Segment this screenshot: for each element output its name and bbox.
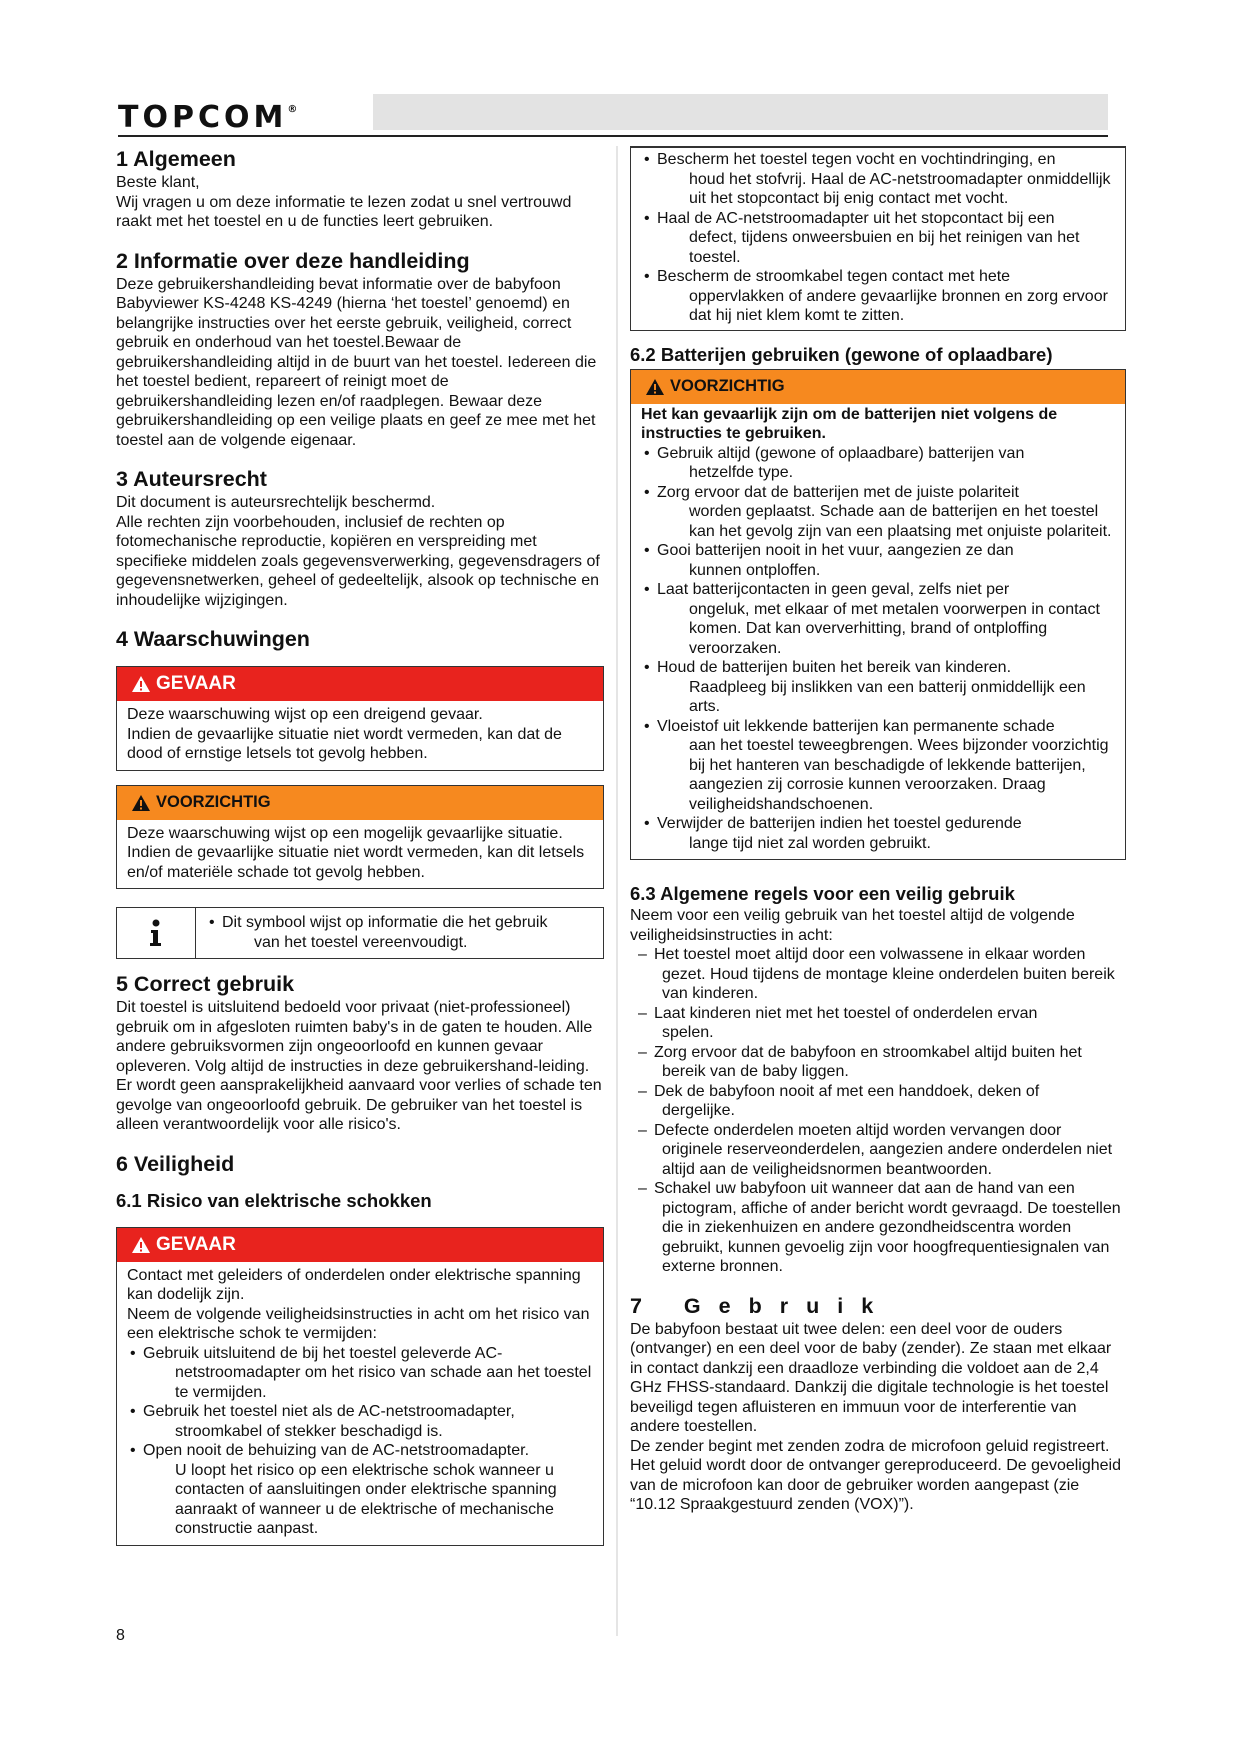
list-item: – Schakel uw babyfoon uit wanneer dat aan de hand van een pictogram, affiche of ander bericht wordt gevraagd. De toestellen die in ziekenhuizen en andere gezondheidscentra worden gebruikt, kunnen gevoelig zijn voor hoogfrequentiesignalen van externe bronnen.	[630, 1179, 1126, 1277]
warning-triangle-icon	[131, 675, 151, 693]
section-batterijen	[630, 343, 1126, 861]
warning-triangle-icon	[131, 1236, 151, 1254]
section-title: 1 Algemeen	[116, 147, 236, 171]
section-waarschuwingen	[116, 626, 604, 959]
subsection-title: 6.2 Batterijen gebruiken (gewone of oplaadbare)	[630, 343, 1053, 365]
paragraph: Dit toestel is uitsluitend bedoeld voor privaat (niet-professioneel) gebruik om in afgesloten ruimten baby's in de gaten te houden. Alle andere gebruiksvormen zijn ongeoorloofd en kunnen gevaar opleveren. Volg altijd de instructies in deze gebruikershand-leiding. Er wordt geen aansprakelijkheid aanvaard voor verlies of schade ten gevolge van ongeoorloofd gebruik. De gebruiker van het toestel is alleen verantwoordelijk voor alle risico's.	[116, 999, 602, 1133]
bullet-list	[641, 444, 1115, 854]
list-item: – Defecte onderdelen moeten altijd worden vervangen door originele reserveonderdelen, aangezien andere onderdelen niet altijd aan de veiligheidsnormen beantwoorden.	[630, 1121, 1126, 1180]
danger-body: Deze waarschuwing wijst op een dreigend gevaar. Indien de gevaarlijke situatie niet wordt vermeden, kan dat de dood of ernstige letsels tot gevolg hebben.	[127, 706, 562, 762]
page-number: 8	[116, 1627, 125, 1644]
section-auteursrecht	[116, 466, 604, 610]
info-icon	[117, 908, 196, 958]
caution-header: VOORZICHTIG	[117, 786, 603, 820]
danger-header: GEVAAR	[117, 1228, 603, 1262]
list-item: • Gebruik het toestel niet als de AC-netstroomadapter, stroomkabel of stekker beschadigd is.	[127, 1402, 593, 1441]
list-item: – Zorg ervoor dat de babyfoon en stroomkabel altijd buiten het bereik van de baby liggen.	[630, 1043, 1126, 1082]
list-item: • Bescherm het toestel tegen vocht en vochtindringing, en houd het stofvrij. Haal de AC-netstroomadapter onmiddellijk uit het stopcontact bij enig contact met vocht.	[641, 150, 1115, 209]
section-informatie	[116, 248, 604, 451]
list-item: • Houd de batterijen buiten het bereik van kinderen. Raadpleeg bij inslikken van een batterij onmiddellijk een arts.	[641, 658, 1115, 717]
caution-body: Het kan gevaarlijk zijn om de batterijen niet volgens de instructies te gebruiken. • Gebruik altijd (gewone of oplaadbare) batterijen van hetzelfde type. • Zorg ervoor dat de batterijen met de juiste polariteit worden geplaatst. Schade aan de batterijen en het toestel kan het gevolg zijn van een plaatsing met onjuiste polariteit. • Gooi batterijen nooit in het vuur, aangezien ze dan kunnen ontploffen. • Laat batterijcontacten in geen geval, zelfs niet per ongeluk, met elkaar of met metalen voorwerpen in contact komen. Dat kan oververhitting, brand of ontploffing veroorzaken. • Houd de batterijen buiten het bereik van kinderen. Raadpleeg bij inslikken van een batterij onmiddellijk een arts. • Vloeistof uit lekkende batterijen kan permanente schade aan het toestel teweegbrengen. Wees bijzonder voorzichtig bij het hanteren van beschadigde of lekkende batterijen, aangezien zij corrosie kunnen veroorzaken. Draag veiligheidshandschoenen. • Verwijder de batterijen indien het toestel gedurende lange tijd niet zal worden gebruikt.	[631, 404, 1125, 860]
danger-box	[116, 666, 604, 771]
danger-box	[116, 1227, 604, 1546]
list-item: • Dit symbool wijst op informatie die het gebruik van het toestel vereenvoudigt.	[206, 913, 547, 952]
section-veiligheid	[116, 1151, 604, 1546]
bullet-list	[127, 1344, 593, 1539]
paragraph: Wij vragen u om deze informatie te lezen zodat u snel vertrouwd raakt met het toestel en u de functies leert gebruiken.	[116, 193, 572, 230]
section-algemene-regels: 6.3 Algemene regels voor een veilig gebruik Neem voor een veilig gebruik van het toestel altijd de volgende veiligheidsinstructies in acht: – Het toestel moet altijd door een volwassene in elkaar worden gezet. Houd tijdens de montage kleine onderdelen buiten bereik van kinderen. – Laat kinderen niet met het toestel of onderdelen ervan spelen. – Zorg ervoor dat de babyfoon en stroomkabel altijd buiten het bereik van de baby liggen. – Dek de babyfoon nooit af met een handdoek, deken of dergelijke. – Defecte onderdelen moeten altijd worden vervangen door originele reserveonderdelen, aangezien andere onderdelen niet altijd aan de veiligheidsnormen beantwoorden. – Schakel uw babyfoon uit wanneer dat aan de hand van een pictogram, affiche of ander bericht wordt gevraagd. De toestellen die in ziekenhuizen en andere gezondheidscentra worden gebruikt, kunnen gevoelig zijn voor hoogfrequentiesignalen van externe bronnen.	[630, 882, 1126, 1277]
list-item: • Gebruik uitsluitend de bij het toestel geleverde AC- netstroomadapter om het risico van schade aan het toestel te vermijden.	[127, 1344, 593, 1403]
list-item: • Gebruik altijd (gewone of oplaadbare) batterijen van hetzelfde type.	[641, 444, 1115, 483]
list-item: • Vloeistof uit lekkende batterijen kan permanente schade aan het toestel teweegbrengen. Wees bijzonder voorzichtig bij het hanteren van beschadigde of lekkende batterijen, aangezien zij corrosie kunnen veroorzaken. Draag veiligheidshandschoenen.	[641, 717, 1115, 815]
dash-list	[630, 945, 1126, 1277]
list-item: – Het toestel moet altijd door een volwassene in elkaar worden gezet. Houd tijdens de montage kleine onderdelen buiten bereik van kinderen.	[630, 945, 1126, 1004]
left-column	[116, 146, 604, 1558]
warning-triangle-icon	[131, 794, 151, 812]
section-title: 7 Gebruik	[630, 1293, 892, 1318]
list-item: • Gooi batterijen nooit in het vuur, aangezien ze dan kunnen ontploffen.	[641, 541, 1115, 580]
section-title: 6 Veiligheid	[116, 1151, 235, 1176]
paragraph: Beste klant,	[116, 174, 200, 191]
list-item: • Haal de AC-netstroomadapter uit het stopcontact bij een defect, tijdens onweersbuien en bij het reinigen van het toestel.	[641, 209, 1115, 268]
bullet-list	[641, 150, 1115, 326]
info-box	[116, 907, 604, 959]
list-item: – Laat kinderen niet met het toestel of onderdelen ervan spelen.	[630, 1004, 1126, 1043]
danger-box-continued	[630, 146, 1126, 331]
section-correct-gebruik	[116, 971, 604, 1135]
list-item: • Zorg ervoor dat de batterijen met de juiste polariteit worden geplaatst. Schade aan de batterijen en het toestel kan het gevolg zijn van een plaatsing met onjuiste polariteit.	[641, 483, 1115, 542]
danger-header: GEVAAR	[117, 667, 603, 701]
list-item: • Open nooit de behuizing van de AC-netstroomadapter. U loopt het risico op een elektrische schok wanneer u contacten of aansluitingen onder elektrische spanning aanraakt of wanneer u de elektrische of mechanische constructie aanpast.	[127, 1441, 593, 1539]
danger-body: Contact met geleiders of onderdelen onder elektrische spanning kan dodelijk zijn. Neem de volgende veiligheidsinstructies in acht om het risico van een elektrische schok te vermijden: • Gebruik uitsluitend de bij het toestel geleverde AC- netstroomadapter om het risico van schade aan het toestel te vermijden. • Gebruik het toestel niet als de AC-netstroomadapter, stroomkabel of stekker beschadigd is. • Open nooit de behuizing van de AC-netstroomadapter. U loopt het risico op een elektrische schok wanneer u contacten of aansluitingen onder elektrische spanning aanraakt of wanneer u de elektrische of mechanische constructie aanpast.	[117, 1262, 603, 1545]
subsection-title: 6.3 Algemene regels voor een veilig gebruik	[630, 883, 1015, 904]
paragraph: Deze gebruikershandleiding bevat informatie over de babyfoon Babyviewer KS-4248 KS-4249 (hierna ‘het toestel’ genoemd) en belangrijke instructies over het eerste gebruik, veiligheid, correct gebruik en onderhoud van het toestel.Bewaar de gebruikershandleiding altijd in de buurt van het toestel. Iedereen die het toestel bedient, repareert of reinigt moet de gebruikershandleiding lezen en/of raadplegen. Bewaar deze gebruikershandleiding op een veilige plaats en geef ze mee met het toestel aan de volgende eigenaar.	[116, 275, 597, 449]
paragraph: Dit document is auteursrechtelijk beschermd.	[116, 494, 436, 511]
paragraph: Alle rechten zijn voorbehouden, inclusief de rechten op fotomechanische reproductie, kopiëren en verspreiding met specifieke middelen zoals gegevensverwerking, gegevensdragers of gegevensnetwerken, geheel of gedeeltelijk, alsook op technische en inhoudelijke wijzigingen.	[116, 513, 600, 609]
caution-box	[630, 369, 1126, 861]
column-divider	[616, 146, 618, 1636]
header-bar	[373, 94, 1108, 130]
info-body	[196, 908, 557, 958]
page-header	[118, 94, 1108, 136]
list-item: • Verwijder de batterijen indien het toestel gedurende lange tijd niet zal worden gebruikt.	[641, 814, 1115, 853]
list-item: • Bescherm de stroomkabel tegen contact met hete oppervlakken of andere gevaarlijke bronnen en zorg ervoor dat hij niet klem komt te zitten.	[641, 267, 1115, 326]
list-item: – Dek de babyfoon nooit af met een handdoek, deken of dergelijke.	[630, 1082, 1126, 1121]
right-column	[630, 146, 1126, 1515]
section-title: 2 Informatie over deze handleiding	[116, 248, 470, 273]
caution-body: Deze waarschuwing wijst op een mogelijk gevaarlijke situatie. Indien de gevaarlijke situatie niet wordt vermeden, kan dit letsels en/of materiële schade tot gevolg hebben.	[127, 824, 585, 881]
section-gebruik: 7 Gebruik De babyfoon bestaat uit twee delen: een deel voor de ouders (ontvanger) en een deel voor de baby (zender). Ze staan met elkaar in contact dankzij een draadloze verbinding die voldoet aan de 2,4 GHz FHSS-standaard. Dankzij die digitale technologie is het toestel beveiligd tegen afluisteren en immuun voor de interferentie van andere toestellen. De zender begint met zenden zodra de microfoon geluid registreert. Het geluid wordt door de ontvanger gereproduceerd. De gevoeligheid van de microfoon kan door de gebruiker worden aangepast (zie “10.12 Spraakgestuurd zenden (VOX)”).	[630, 1293, 1126, 1515]
section-title: 5 Correct gebruik	[116, 972, 295, 996]
section-title: 3 Auteursrecht	[116, 467, 267, 491]
topcom-logo: TOPCOM®	[118, 100, 298, 135]
section-title: 4 Waarschuwingen	[116, 627, 310, 651]
warning-triangle-icon	[645, 378, 665, 396]
caution-header: VOORZICHTIG	[631, 370, 1125, 404]
subsection-title: 6.1 Risico van elektrische schokken	[116, 1189, 432, 1211]
header-rule	[118, 135, 1108, 137]
section-algemeen	[116, 146, 604, 232]
caution-box	[116, 785, 604, 890]
list-item: • Laat batterijcontacten in geen geval, zelfs niet per ongeluk, met elkaar of met metalen voorwerpen in contact komen. Dat kan oververhitting, brand of ontploffing veroorzaken.	[641, 580, 1115, 658]
